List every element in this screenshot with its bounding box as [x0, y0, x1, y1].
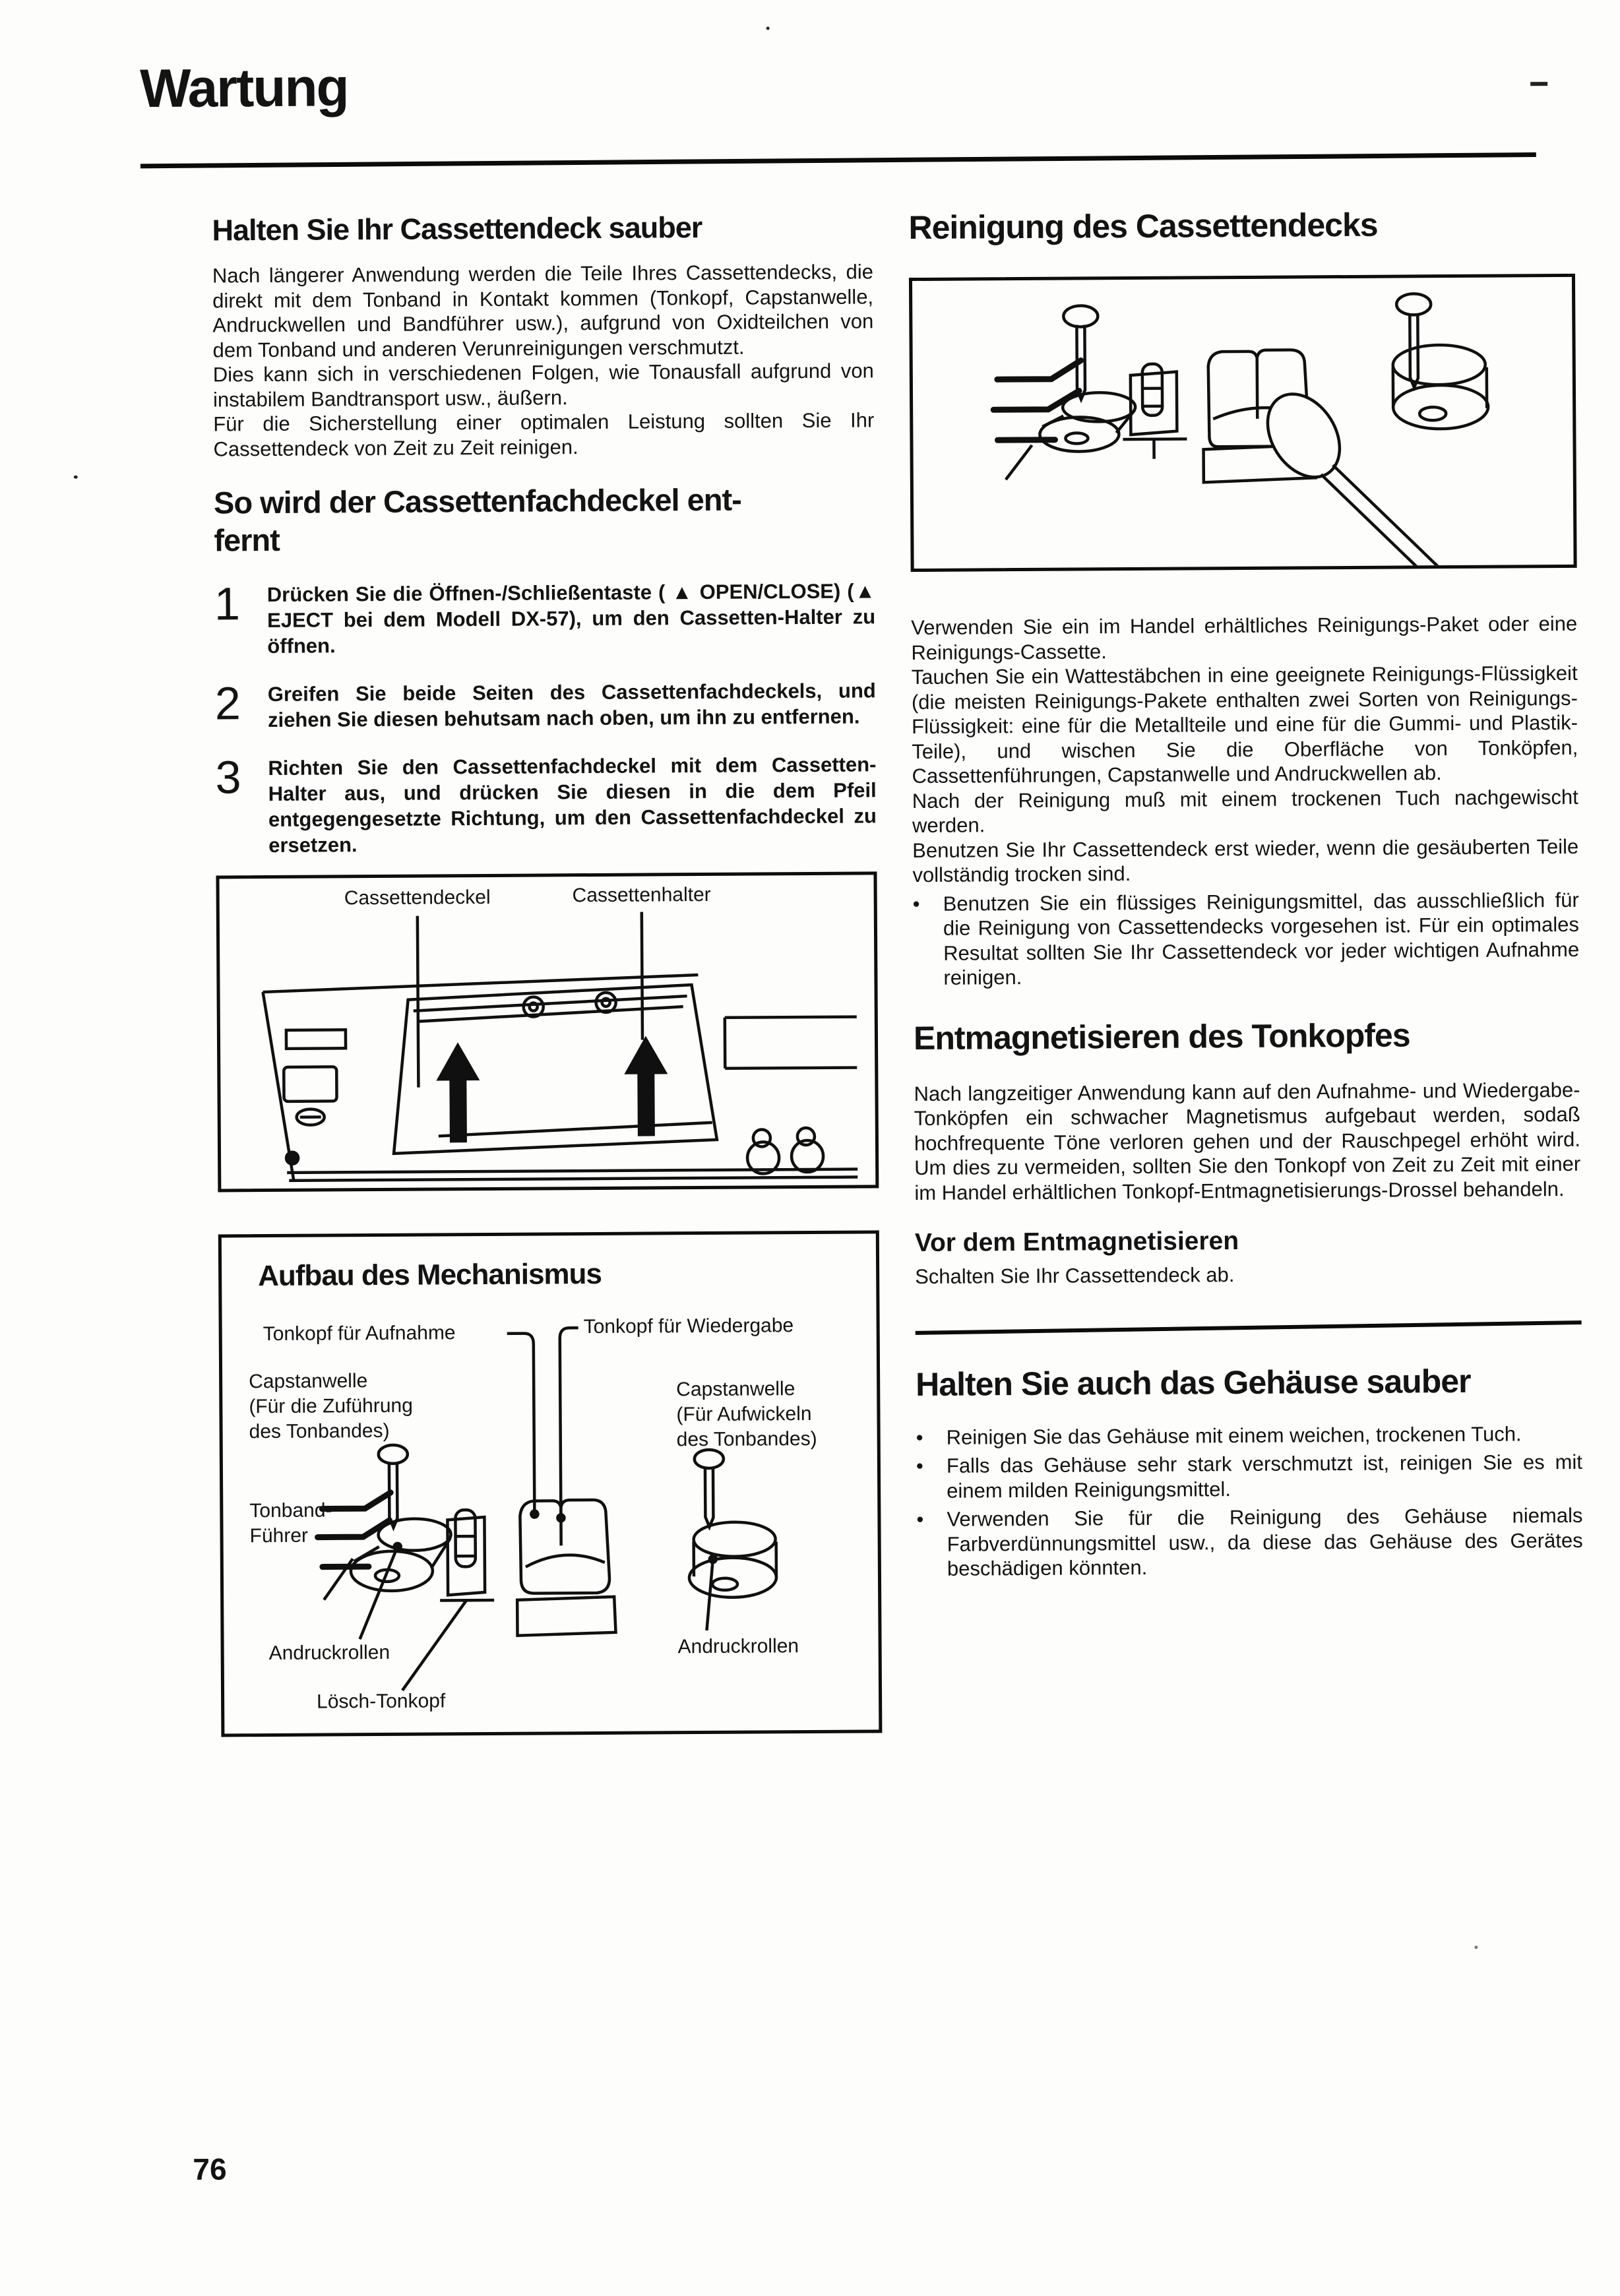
cotton-swab-icon [1253, 380, 1447, 569]
deck-top-edge [263, 975, 698, 992]
bullet-icon: • [916, 1507, 924, 1532]
page-number: 76 [193, 2152, 227, 2187]
section-heading-entmagnetisieren: Entmagnetisieren des Tonkopfes [913, 1016, 1410, 1057]
bullet-icon: • [916, 1454, 923, 1478]
deck-front-drawing [219, 875, 875, 1189]
power-dot [286, 1152, 298, 1164]
section-divider [916, 1320, 1582, 1335]
up-arrow-icon [624, 1036, 668, 1136]
scan-artifact [1474, 1946, 1478, 1949]
list-item: • Benutzen Sie ein flüssiges Reinigungsmittel, das ausschließlich für die Reinigung von Cassettendecks vorgesehen ist. Für ein optimales Resultat sollten Sie Ihr Cassettendeck vor jeder wichtigen Aufnahme reinigen. [912, 888, 1580, 989]
label-tonkopf-wiedergabe: Tonkopf für Wiedergabe [583, 1314, 794, 1338]
swab-tip [1253, 381, 1354, 490]
leader-loesch-tonkopf [402, 1600, 467, 1691]
title-rule [140, 152, 1536, 168]
list-item: • Verwenden Sie für die Reinigung des Gehäuse niemals Farbverdünnungsmittel usw., da diese das Gehäuse des Gerätes beschädigen könnten. [916, 1503, 1583, 1580]
cassette-hub-right [596, 992, 616, 1012]
label-tonband-fuehrer: Tonband- Führer [249, 1499, 332, 1547]
page-title: Wartung [139, 57, 348, 119]
leader-andruckrollen-left [359, 1546, 398, 1638]
step-text: Drücken Sie die Öffnen-/Schließentaste ( ▲ OPEN/CLOSE) (▲ EJECT bei dem Modell DX-57), um den Cassetten-Halter zu öffnen. [266, 579, 876, 658]
section-heading-reinigung: Reinigung des Cassettendecks [908, 206, 1378, 247]
label-andruckrollen-rechts: Andruckrollen [677, 1634, 799, 1658]
pinch-roller-right [689, 1557, 776, 1598]
scan-artifact [74, 476, 78, 479]
figure-deck-front [216, 871, 879, 1192]
tape-guide [997, 440, 1055, 441]
bullet-icon: • [912, 892, 920, 915]
figure-cleaning [909, 274, 1577, 572]
subheading-vor-entmagnetisieren: Vor dem Entmagnetisieren [914, 1227, 1239, 1258]
right-column [908, 205, 1583, 1582]
section-heading-gehaeuse: Halten Sie auch das Gehäuse sauber [916, 1362, 1471, 1403]
paragraph: Dies kann sich in verschiedenen Folgen, wie Tonausfall aufgrund von instabilem Bandtransport usw., äußern. [212, 359, 874, 412]
section-heading-remove-door: So wird der Cassettenfachdeckel ent- fernt [213, 481, 741, 558]
cleaning-drawing [912, 277, 1574, 569]
paragraph: Nach längerer Anwendung werden die Teile Ihres Cassettendecks, die direkt mit dem Tonband in Kontakt kommen (Tonkopf, Capstanwelle, Andruckwellen und Bandführer usw.), aufgrund von Oxidteilchen von dem Tonband und anderen Verunreinigungen verschmutzt. [212, 260, 874, 362]
label-capstanwelle-links: Capstanwelle (Für die Zuführung des Tonbandes) [249, 1369, 413, 1443]
list-item: • Falls das Gehäuse sehr stark verschmutzt ist, reinigen Sie es mit einem milden Reinigungsmittel. [916, 1450, 1583, 1503]
bullet-icon: • [916, 1425, 923, 1449]
leader-record-head [507, 1333, 535, 1511]
pinch-roller-left-top [378, 1518, 451, 1551]
scan-artifact [1530, 82, 1547, 86]
step-3 [215, 751, 877, 858]
step-1 [214, 578, 876, 659]
paragraph: Nach langzeitiger Anwendung kann auf den Aufnahme- und Wiedergabe-Tonköpfen ein schwacher Magnetismus aufgebaut werden, sodaß hochfrequente Töne verloren gehen und der Rauschpegel erhöht wird. Um dies zu vermeiden, sollten Sie den Tonkopf von Zeit zu Zeit mit einer im Handel erhältlichen Tonkopf-Entmagnetisierungs-Drossel behandeln. [914, 1078, 1581, 1204]
label-cassettendeckel: Cassettendeckel [344, 886, 491, 909]
section-heading-clean-deck: Halten Sie Ihr Cassettendeck sauber [212, 210, 702, 247]
counter-window [286, 1030, 346, 1049]
capstan-shaft-left [379, 1444, 408, 1463]
label-cassettenhalter: Cassettenhalter [572, 883, 711, 906]
figure-mechanism-layout [218, 1230, 883, 1737]
step-2 [215, 677, 876, 733]
tape-guide [997, 360, 1081, 379]
figure-heading: Aufbau des Mechanismus [258, 1257, 602, 1292]
swab-stick [1333, 464, 1447, 569]
step-number: 1 [214, 577, 241, 630]
paragraph: Schalten Sie Ihr Cassettendeck ab. [915, 1263, 1235, 1289]
left-column [212, 209, 882, 1737]
paragraph: Tauchen Sie ein Wattestäbchen in eine geeignete Reinigungs-Flüssigkeit (die meisten Reinigungs-Pakete enthalten zwei Sorten von Reinigungs-Flüssigkeit: eine für die Metallteile und eine für die Gummi- und Plastik-Teile), und wischen Sie die Oberfläche von Tonköpfen, Cassettenführungen, Capstanwelle und Andruckwellen ab. [911, 661, 1578, 788]
tape-guide [322, 1493, 390, 1509]
erase-head [1131, 372, 1177, 435]
swab-stick [1321, 474, 1435, 569]
paragraph: Nach der Reinigung muß mit einem trockenen Tuch nachgewischt werden. [912, 785, 1578, 838]
capstan-shaft-right [695, 1449, 724, 1468]
label-loesch-tonkopf: Lösch-Tonkopf [317, 1690, 446, 1713]
list-item: • Reinigen Sie das Gehäuse mit einem weichen, trockenen Tuch. [916, 1421, 1522, 1449]
scan-artifact [766, 26, 770, 30]
display-window [284, 1067, 336, 1101]
leader-line-deckel [418, 915, 419, 1087]
capstan-shaft-right [1396, 294, 1431, 315]
step-text: Greifen Sie beide Seiten des Cassettenfachdeckels, und ziehen Sie diesen behutsam nach oben, um ihn zu entfernen. [267, 679, 876, 731]
label-capstanwelle-rechts: Capstanwelle (Für Aufwickeln des Tonbandes) [676, 1377, 817, 1450]
paragraph: Verwenden Sie ein im Handel erhältliches Reinigungs-Paket oder eine Reinigungs-Cassette. [911, 611, 1578, 664]
paragraph: Für die Sicherstellung einer optimalen Leistung sollten Sie Ihr Cassettendeck von Zeit zu Zeit reinigen. [213, 408, 875, 461]
up-arrow-icon [436, 1042, 480, 1142]
label-tonkopf-aufnahme: Tonkopf für Aufnahme [263, 1321, 456, 1345]
pinch-roller-right-top [693, 1522, 775, 1557]
step-number: 3 [215, 751, 241, 803]
pinch-roller-right-top [1393, 345, 1485, 385]
step-number: 2 [214, 677, 241, 729]
leader-playback-head [560, 1328, 580, 1515]
paragraph: Benutzen Sie Ihr Cassettendeck erst wieder, wenn die gesäuberten Teile vollständig trocken sind. [912, 834, 1579, 887]
capstan-shaft-left [1063, 305, 1098, 326]
step-text: Richten Sie den Cassettenfachdeckel mit dem Cassetten-Halter aus, und drücken Sie diesen in die dem Pfeil entgegengesetzte Richtung, um den Cassettenfachdeckel zu ersetzen. [268, 753, 877, 857]
label-andruckrollen-links: Andruckrollen [268, 1641, 390, 1664]
head-base [517, 1596, 615, 1635]
